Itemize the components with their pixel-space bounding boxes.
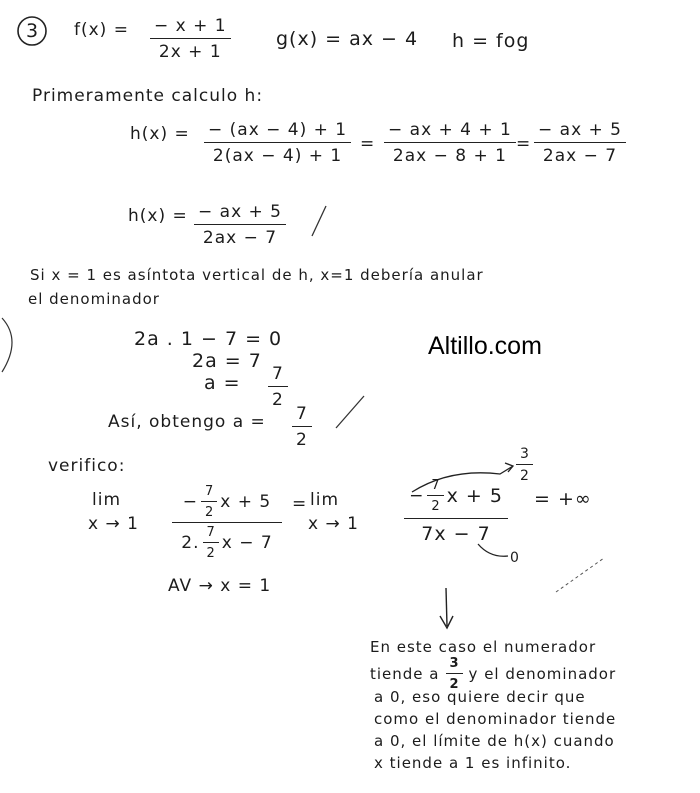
minus-sign: − <box>182 492 199 512</box>
equation-a: 2a . 1 − 7 = 0 <box>134 328 283 350</box>
frac-d: 2 <box>205 505 214 520</box>
note-line-2 <box>370 656 616 692</box>
asymptote-statement-2: el denominador <box>28 290 160 308</box>
denominator-start: 2. <box>181 533 200 553</box>
note-line-6: x tiende a 1 es infinito. <box>374 754 572 772</box>
check-mark-1 <box>312 206 326 236</box>
seven-halves <box>427 478 443 514</box>
equation-c-fraction <box>268 364 288 410</box>
denominator-arc-arrow <box>478 544 508 556</box>
h-label-1: h(x) = <box>130 124 190 144</box>
limit-2-fraction <box>404 478 508 545</box>
margin-curve <box>2 318 12 372</box>
seven-halves <box>201 484 217 520</box>
f-numerator: − x + 1 <box>154 16 227 36</box>
limit-2-top: lim <box>310 490 340 510</box>
problem-number: 3 <box>26 20 40 42</box>
three-halves <box>446 656 463 692</box>
minus-sign: − <box>409 486 425 506</box>
asymptote-statement: Si x = 1 es asíntota vertical de h, x=1 debería anular <box>30 266 484 284</box>
equals-1: = <box>360 134 376 154</box>
h-result-denominator: 2ax − 7 <box>202 228 278 248</box>
frac-d: 2 <box>206 546 215 561</box>
conclusion-text: Así, obtengo a = <box>108 412 266 432</box>
note-line-4: como el denominador tiende <box>374 710 617 728</box>
seven-halves <box>203 525 219 561</box>
frac-d: 2 <box>449 677 459 692</box>
arrow-bottom-value: 0 <box>510 550 520 566</box>
h-definition: h = fog <box>452 30 530 52</box>
h-result-numerator: − ax + 5 <box>198 202 282 222</box>
h-frac3-numerator: − ax + 5 <box>538 120 622 140</box>
frac-n: 3 <box>449 656 459 671</box>
verify-label: verifico: <box>48 456 126 476</box>
denominator-rest: x − 7 <box>221 533 273 553</box>
h-fraction-1 <box>204 120 351 166</box>
conclusion-fraction <box>292 404 312 450</box>
limit-result: = +∞ <box>534 488 592 510</box>
note-text: y el denominador <box>468 665 617 683</box>
denominator-text: 7x − 7 <box>421 523 491 545</box>
watermark-logo: Altillo.com <box>428 332 542 360</box>
equation-c-left: a = <box>204 372 241 394</box>
equation-b: 2a = 7 <box>192 350 262 372</box>
frac-n: 7 <box>431 478 440 493</box>
f-label: f(x) = <box>74 20 129 40</box>
fraction-bar <box>172 522 282 523</box>
h-label-2: h(x) = <box>128 206 188 226</box>
step1-intro: Primeramente calculo h: <box>32 86 264 106</box>
limit-2-bottom: x → 1 <box>308 514 359 534</box>
h-fraction-2 <box>384 120 516 166</box>
arrow-top-value <box>516 446 533 484</box>
h-frac1-denominator: 2(ax − 4) + 1 <box>212 146 343 166</box>
conclusion-denominator: 2 <box>296 430 308 450</box>
frac-n: 7 <box>205 484 214 499</box>
g-definition: g(x) = ax − 4 <box>276 28 419 50</box>
f-fraction <box>150 16 231 62</box>
check-mark-2 <box>336 396 364 428</box>
stray-dashed-stroke <box>556 558 604 592</box>
a-value-numerator: 7 <box>272 364 284 384</box>
conclusion-numerator: 7 <box>296 404 308 424</box>
h-fraction-3 <box>534 120 626 166</box>
note-line-3: a 0, eso quiere decir que <box>374 688 586 706</box>
vertical-asymptote: AV → x = 1 <box>168 576 272 596</box>
limit-1-bottom: x → 1 <box>88 514 139 534</box>
frac-n: 3 <box>520 446 529 462</box>
h-frac2-denominator: 2ax − 8 + 1 <box>392 146 507 166</box>
limit-1-fraction <box>172 484 282 561</box>
limit-1-top: lim <box>92 490 122 510</box>
fraction-bar <box>404 518 508 519</box>
note-text: tiende a <box>370 665 440 683</box>
equals-2: = <box>516 134 532 154</box>
numerator-rest: x + 5 <box>446 485 503 507</box>
a-value-denominator: 2 <box>272 390 284 410</box>
frac-d: 2 <box>431 499 440 514</box>
h-frac2-numerator: − ax + 4 + 1 <box>388 120 512 140</box>
h-result-fraction <box>194 202 286 248</box>
limit-2-numerator <box>404 478 508 514</box>
h-frac1-numerator: − (ax − 4) + 1 <box>208 120 348 140</box>
limit-1-numerator <box>172 484 282 520</box>
note-line-1: En este caso el numerador <box>370 638 597 656</box>
f-denominator: 2x + 1 <box>158 42 222 62</box>
note-line-5: a 0, el límite de h(x) cuando <box>374 732 615 750</box>
numerator-rest: x + 5 <box>220 492 272 512</box>
limit-1-denominator <box>172 525 282 561</box>
limit-equals: = <box>292 494 308 514</box>
frac-d: 2 <box>520 468 529 484</box>
limit-2-denominator <box>404 523 508 545</box>
frac-n: 7 <box>206 525 215 540</box>
h-frac3-denominator: 2ax − 7 <box>542 146 618 166</box>
down-arrow-line <box>446 588 447 626</box>
